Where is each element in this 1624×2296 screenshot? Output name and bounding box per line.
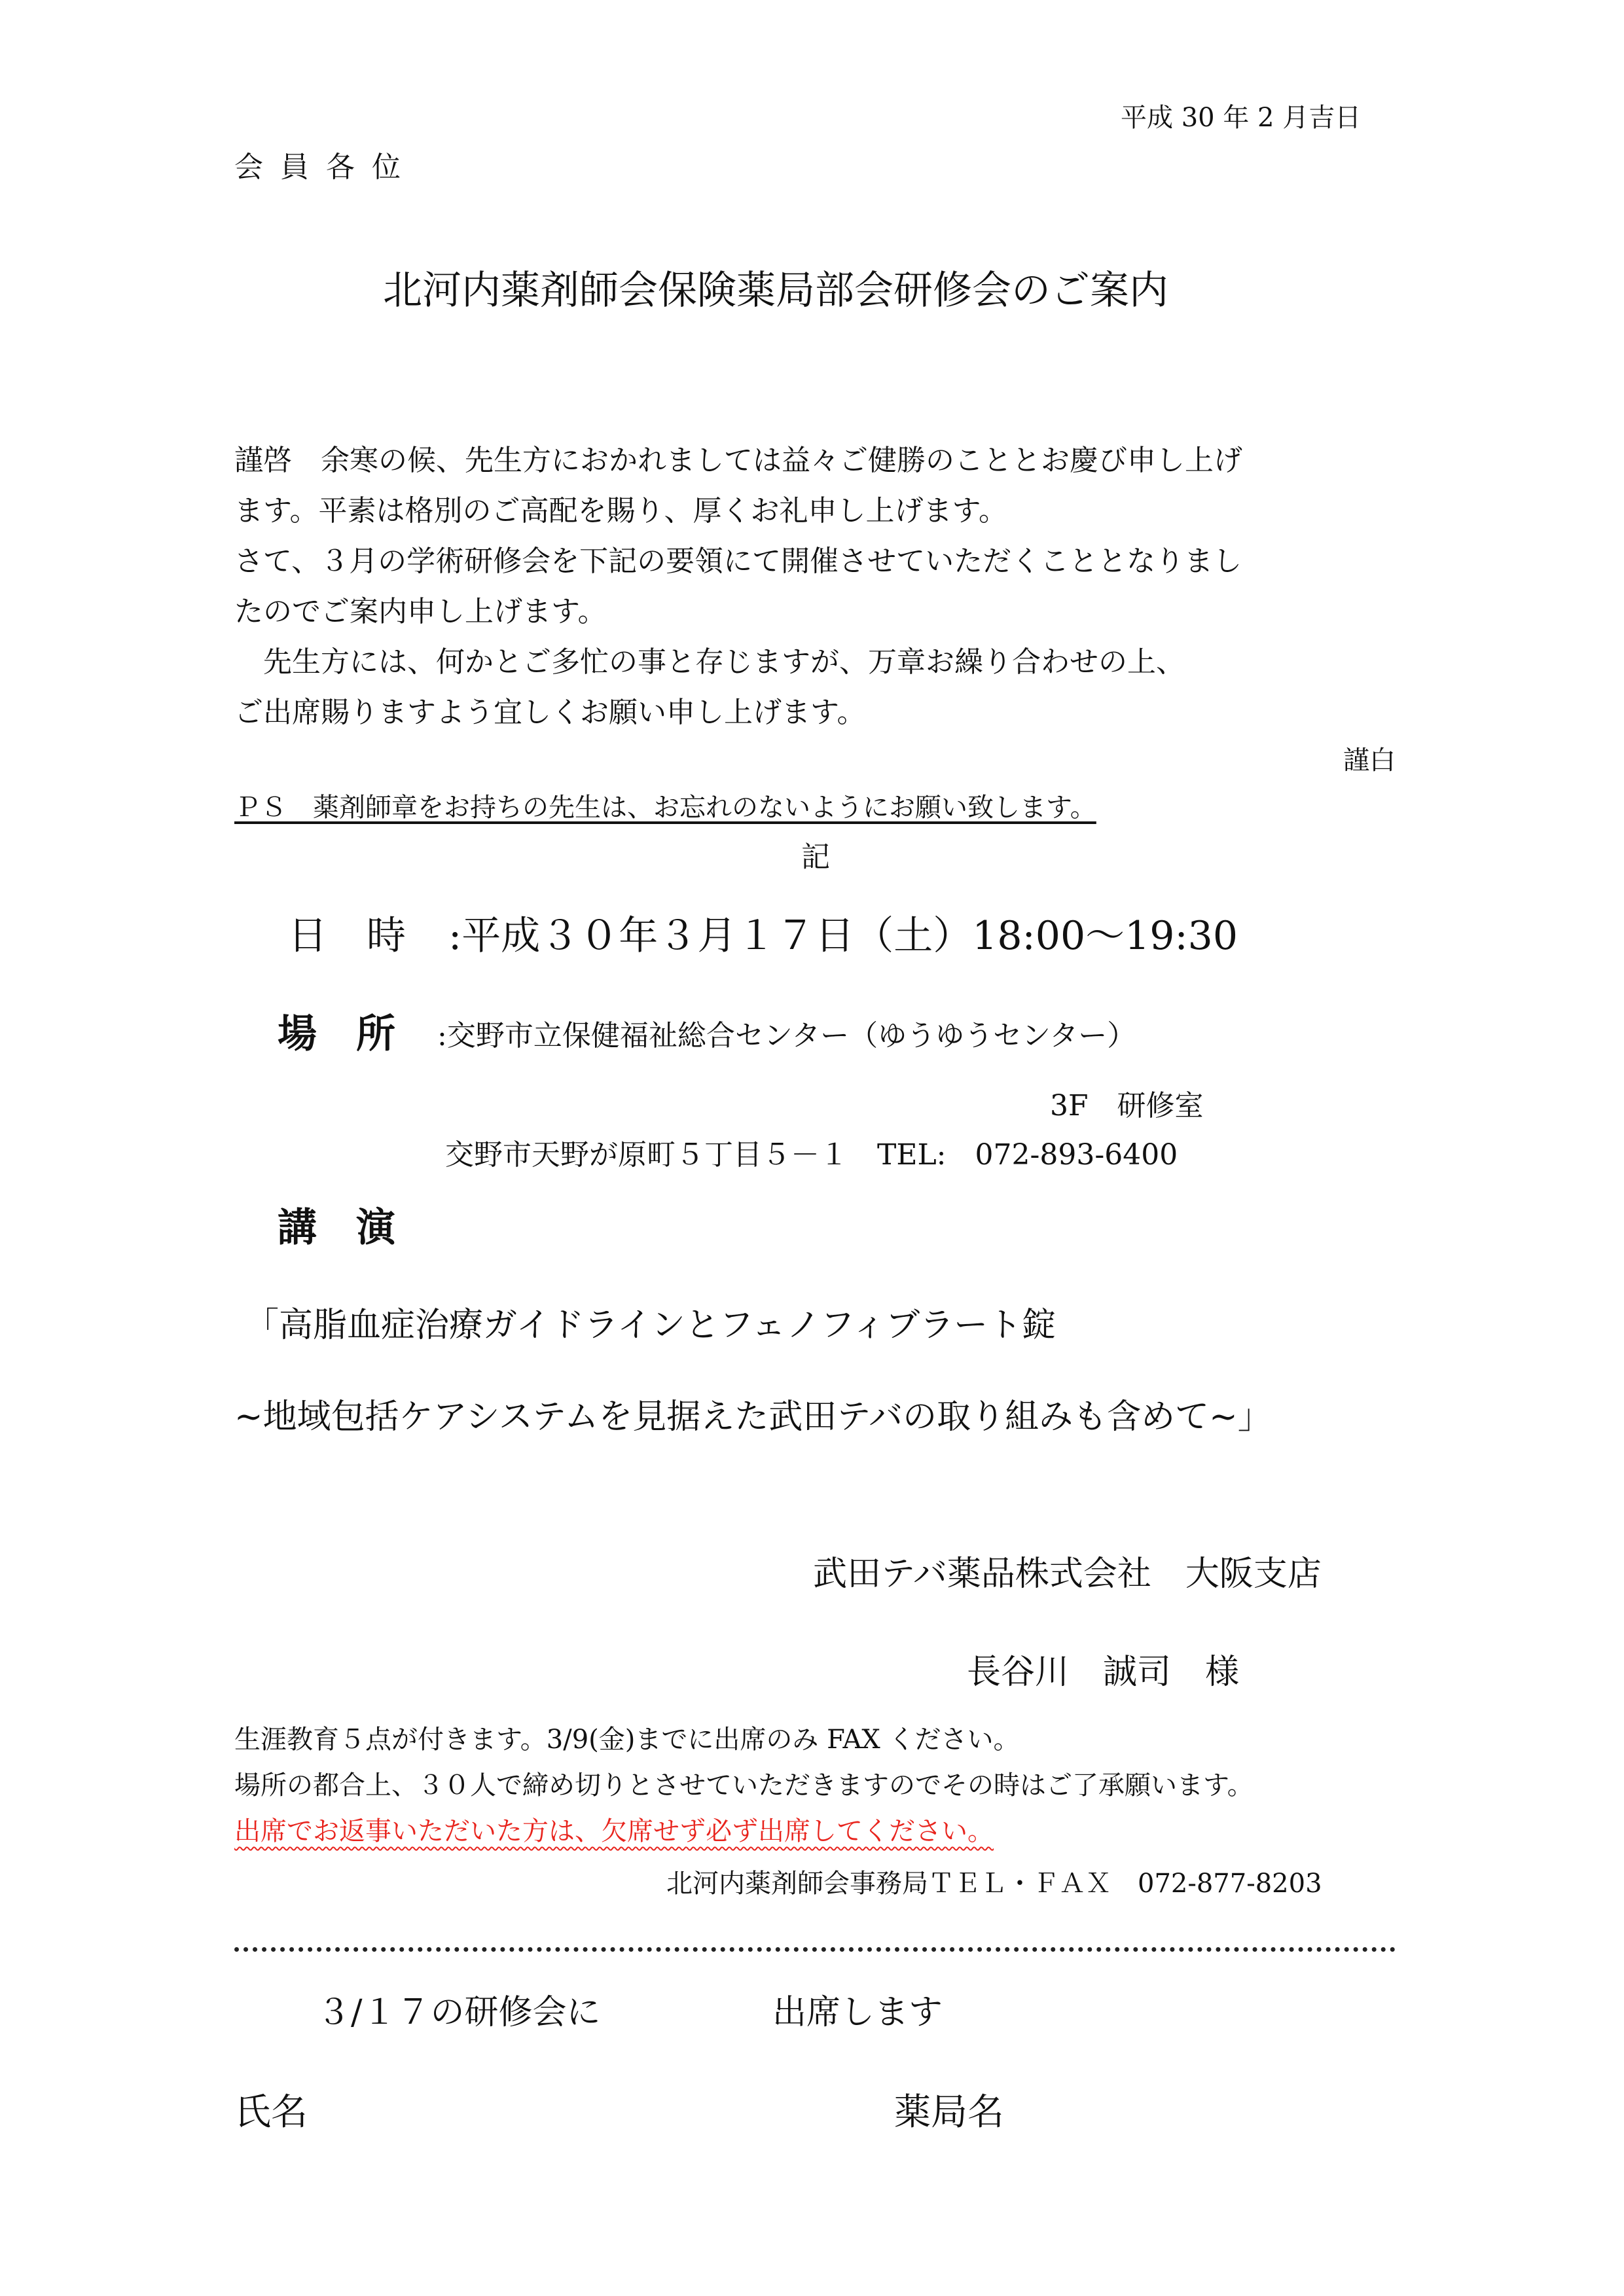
venue-name: :交野市立保健福祉総合センター（ゆうゆうセンター）: [437, 1019, 1136, 1052]
datetime-value: :平成３０年３月１７日（土）18:00〜19:30: [448, 913, 1238, 959]
capacity-note: 場所の都合上、３０人で締め切りとさせていただきますのでその時はご了承願います。: [234, 1770, 1254, 1801]
cut-line-divider: [234, 1947, 1396, 1952]
body-line-6: ご出席賜りますよう宜しくお願い申し上げます。: [234, 696, 866, 729]
venue-label: 場 所: [278, 1011, 395, 1057]
lecture-label: 講 演: [278, 1205, 395, 1251]
datetime-label: 日 時: [288, 913, 406, 959]
name-field-label: 氏名: [234, 2091, 308, 2134]
pharmacy-field-label: 薬局名: [894, 2091, 1004, 2134]
pharmacy-field[interactable]: [1034, 2094, 1401, 2140]
body-line-4: たのでご案内申し上げます。: [234, 595, 607, 628]
ki-marker: 記: [801, 840, 830, 874]
cpe-note: 生涯教育５点が付きます。3/9(金)までに出席のみ FAX ください。: [234, 1725, 1020, 1755]
reply-prefix: ３/１７の研修会に: [317, 1993, 601, 2032]
body-line-5: 先生方には、何かとご多忙の事と存じますが、万章お繰り合わせの上、: [234, 645, 1185, 679]
reply-attend-option[interactable]: 出席します: [772, 1993, 943, 2032]
closing-word: 謹白: [1343, 745, 1396, 776]
addressee: 会 員 各 位: [234, 151, 405, 184]
attendance-warning: 出席でお返事いただいた方は、欠席せず必ず出席してください。: [234, 1816, 994, 1846]
document-title: 北河内薬剤師会保険薬局部会研修会のご案内: [383, 268, 1168, 314]
venue-address: 交野市天野が原町５丁目５－１ TEL: 072-893-6400: [445, 1138, 1178, 1172]
name-field[interactable]: [340, 2094, 851, 2140]
speaker-name: 長谷川 誠司 様: [967, 1653, 1240, 1692]
lecture-title-line-2: ~地域包括ケアシステムを見据えた武田テバの取り組みも含めて~」: [234, 1397, 1272, 1437]
venue-room: 3F 研修室: [1050, 1089, 1204, 1122]
body-line-3: さて、３月の学術研修会を下記の要領にて開催させていただくこととなりまし: [234, 545, 1242, 578]
lecture-title-line-1: 「高脂血症治療ガイドラインとフェノフィブラート錠: [245, 1306, 1056, 1345]
body-line-2: ます。平素は格別のご高配を賜り、厚くお礼申し上げます。: [234, 494, 1007, 528]
body-line-1: 謹啓 余寒の候、先生方におかれましては益々ご健勝のこととお慶び申し上げ: [234, 444, 1242, 477]
ps-note: ＰＳ 薬剤師章をお持ちの先生は、お忘れのないようにお願い致します。: [234, 793, 1096, 823]
office-contact: 北河内薬剤師会事務局ＴＥＬ・ＦＡＸ 072-877-8203: [666, 1869, 1322, 1899]
issue-date: 平成 30 年 2 月吉日: [1121, 103, 1362, 133]
speaker-company: 武田テバ薬品株式会社 大阪支店: [813, 1554, 1322, 1594]
